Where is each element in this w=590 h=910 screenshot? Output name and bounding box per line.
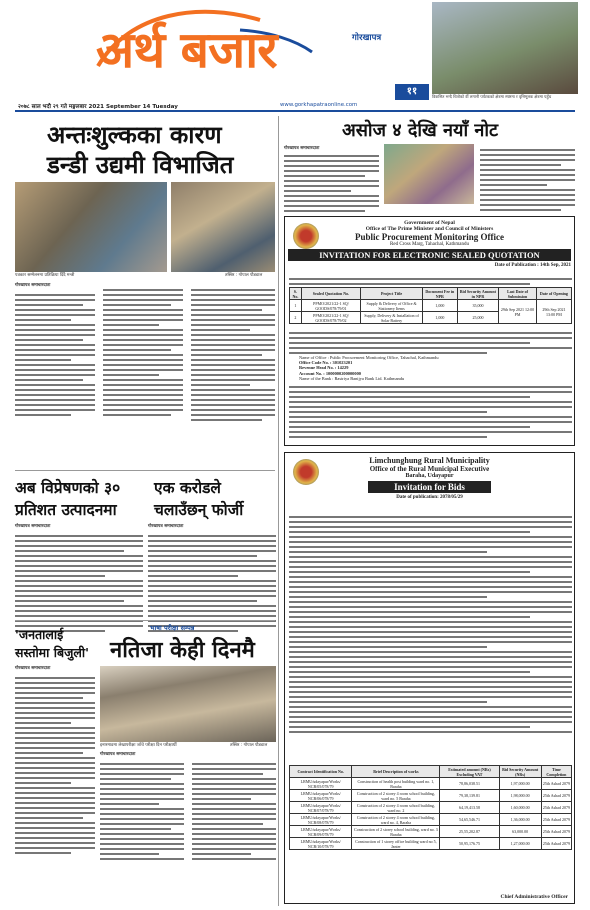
table-header: Bid Security Amount in NPR — [457, 288, 499, 300]
masthead-ad-text: विकसित भन्दै धितोको र्वी लगानी पर्यटकको क्षेत्रमा स्पष्टमा र वृत्तिमूलक क्षेत्रमा पहुँच — [432, 94, 552, 99]
headline: नतिजा केही दिनमै — [110, 638, 255, 663]
masthead-rule — [15, 110, 575, 112]
table-cell: 25th Ashad 2079 — [541, 838, 571, 850]
website[interactable]: www.gorkhapatraonline.com — [280, 102, 358, 108]
reporter-byline: गोरखापत्र समाचारदाता — [15, 283, 51, 288]
table-header: Contract Identification No. — [290, 766, 352, 778]
table-cell: LRMU/udayapur/Works/ NCB/06/078/79 — [290, 790, 352, 802]
notice-body-lines — [289, 383, 572, 441]
table-header: S. No. — [290, 288, 302, 300]
table-row — [290, 814, 572, 826]
table-row — [290, 790, 572, 802]
notice-pub-date: Date of Publication : 14th Sep, 2021 — [494, 263, 571, 268]
notice-body-lines — [289, 329, 572, 357]
notice-body-lines — [289, 513, 572, 736]
table-cell: PPMO/2021/22-1 SQ/ GOODS/078/79/01 — [301, 300, 360, 312]
reporter-byline: गोरखापत्र समाचारदाता — [284, 146, 320, 151]
notice-ppmo — [284, 216, 575, 446]
headline: प्रतिशत उत्पादनमा — [15, 501, 117, 519]
notice-title: INVITATION FOR ELECTRONIC SEALED QUOTATION — [288, 249, 571, 261]
body-text — [191, 286, 275, 424]
reporter-byline: गोरखापत्र समाचारदाता — [15, 524, 51, 529]
table-cell: 1,36,000.00 — [499, 814, 541, 826]
table-cell: LRMU/udayapur/Works/ NCB/08/078/79 — [290, 814, 352, 826]
headline: अब विप्रेषणको ३० — [15, 479, 121, 497]
article-new-notes — [284, 116, 575, 212]
table-cell: 29th Sep 2021 12:00 PM — [499, 300, 537, 324]
body-text — [103, 286, 183, 419]
photo-caption: इनारमाडमा लेखापरीक्षा जाँचे परीक्षा दिन परीक्षार्थी — [100, 743, 177, 748]
table-cell: Construction of 2 storey 4 room school building, ward no. 4, Baraha — [352, 814, 440, 826]
table-cell: 25th Ashad 2079 — [541, 802, 571, 814]
headline: असोज ४ देखि नयाँ नोट — [342, 120, 499, 141]
page-number: ११ — [395, 84, 429, 100]
bank-line: Account No. : 1000000200000000 — [299, 370, 361, 376]
table-cell: Construction of 2 storey 4 room school building, ward no. 5 Baraha — [352, 790, 440, 802]
table-cell: 35,000 — [457, 300, 499, 312]
notice-office: Office of the Rural Municipal Executive — [369, 465, 490, 473]
quotation-table — [289, 287, 572, 324]
headline: अन्तःशुल्कका कारण — [47, 121, 222, 149]
masthead-title: अर्थ बजार — [96, 21, 277, 79]
table-cell: 1,000 — [422, 312, 457, 324]
headline: 'जनतालाई — [15, 627, 64, 642]
table-header: Last Date of Submission — [499, 288, 537, 300]
masthead — [0, 0, 590, 112]
headline: चलाउँछन् फोर्जी — [154, 501, 244, 519]
photo-credit: तस्बिर : गोपाल पौड्याल — [225, 273, 263, 278]
table-cell: 50,95,176.75 — [440, 838, 499, 850]
table-cell: Supply & Delivery of Office & Stationery Items — [361, 300, 423, 312]
table-header: Project Title — [361, 288, 423, 300]
table-row — [290, 778, 572, 790]
table-cell: 25,000 — [457, 312, 499, 324]
table-row — [290, 300, 572, 312]
notice-place: Baraha, Udayapur — [405, 473, 454, 479]
news-photo — [15, 182, 167, 272]
signature-line: Chief Administrative Officer — [500, 894, 568, 900]
table-header: Brief Description of works — [352, 766, 440, 778]
photo-caption: पत्रकार सम्मेलनमा प्रतिक्रिया दिँदै मन्त्री — [15, 273, 75, 278]
reporter-byline: गोरखापत्र समाचारदाता — [100, 752, 136, 757]
table-cell: 25th Ashad 2079 — [541, 814, 571, 826]
table-cell: 25th Ashad 2079 — [541, 778, 571, 790]
table-cell: Construction of health post building ward no. 1, Baraha — [352, 778, 440, 790]
table-row — [290, 802, 572, 814]
table-cell: Construction of 2 storey 4 room school building, ward no. 2 — [352, 802, 440, 814]
notice-dept: Public Procurement Monitoring Office — [355, 232, 504, 242]
table-cell: 29th Sep 2021 13:00 PM — [536, 300, 571, 324]
banknote-image — [384, 144, 474, 204]
table-cell: 79,38,139.81 — [440, 790, 499, 802]
news-photo — [171, 182, 275, 272]
section-rule — [15, 620, 275, 621]
notice-address: Red Cross Marg, Tahachal, Kathmandu — [390, 242, 469, 247]
bank-line: Name of the Bank : Rastriya Banijya Bank Ltd. Kathmandu — [299, 375, 405, 381]
table-cell: 1,97,000.00 — [499, 778, 541, 790]
table-cell: 64,19,413.58 — [440, 802, 499, 814]
kicker: भाषा परीक्षा सम्पन्न — [150, 624, 195, 632]
notice-limchunghung — [284, 452, 575, 904]
table-cell: 78,86,038.51 — [440, 778, 499, 790]
table-header: Document Fee in NPR — [422, 288, 457, 300]
headline: डन्डी उद्यमी विभाजित — [47, 151, 234, 179]
table-cell: LRMU/udayapur/Works/ NCB/09/078/79 — [290, 826, 352, 838]
body-text — [15, 674, 95, 857]
table-cell: 54,65,546.71 — [440, 814, 499, 826]
bank-details — [299, 355, 569, 381]
notice-pub-date: Date of publication: 2078/05/29 — [396, 495, 463, 500]
photo-credit: तस्बिर : गोपाल पौड्याल — [230, 743, 268, 748]
table-cell: LRMU/udayapur/Works/ NCB/05/078/79 — [290, 778, 352, 790]
reporter-byline: गोरखापत्र समाचारदाता — [148, 524, 184, 529]
notice-title: Invitation for Bids — [368, 481, 491, 493]
table-header: Sealed Quotation No. — [301, 288, 360, 300]
table-cell: LRMU/udayapur/Works/ NCB/10/078/79 — [290, 838, 352, 850]
table-cell: 1 — [290, 300, 302, 312]
nepal-emblem-icon — [293, 223, 319, 249]
table-header: Time Completion — [541, 766, 571, 778]
masthead-subtitle: गोरखापत्र — [352, 33, 382, 43]
notice-municipality: Limchunghung Rural Municipality — [369, 456, 490, 465]
bank-line: Name of Office : Public Procurement Monitoring Office, Tahachal, Kathmandu — [299, 355, 439, 360]
masthead-ad-photo — [432, 2, 578, 94]
table-row — [290, 838, 572, 850]
table-cell: 1,27,000.00 — [499, 838, 541, 850]
masthead-logo — [90, 2, 382, 84]
table-cell: Construction of 2 storey school building, ward no. 3 Baraha — [352, 826, 440, 838]
section-rule — [15, 470, 275, 471]
bank-line: Office Code No. : 301023201 — [299, 360, 353, 366]
table-cell: 25,55,202.87 — [440, 826, 499, 838]
notice-office: Office of The Prime Minister and Council of Ministers — [365, 226, 494, 232]
notice-gov: Government of Nepal — [404, 220, 455, 226]
nepal-emblem-icon — [293, 459, 319, 485]
table-cell: 2 — [290, 312, 302, 324]
table-row — [290, 826, 572, 838]
table-cell: PPMO/2021/22-1 SQ/ GOODS/078/79/02 — [301, 312, 360, 324]
table-cell: 1,000 — [422, 300, 457, 312]
body-text — [192, 760, 276, 863]
headline: सस्तोमा बिजुली' — [15, 645, 89, 660]
table-cell: Construction of 1 storey office building ward no 5, Janter — [352, 838, 440, 850]
news-photo — [100, 666, 276, 742]
article-electricity — [15, 626, 95, 906]
body-text — [100, 760, 184, 863]
table-header: Estimated amount (NRs) Excluding VAT — [440, 766, 499, 778]
body-text — [480, 146, 575, 214]
table-cell: 63,000.00 — [499, 826, 541, 838]
table-header: Bid Security Amount (NRs) — [499, 766, 541, 778]
table-cell: 1,98,000.00 — [499, 790, 541, 802]
article-excise — [15, 116, 275, 466]
body-text — [284, 152, 379, 215]
reporter-byline: गोरखापत्र समाचारदाता — [15, 666, 51, 671]
table-cell: LRMU/udayapur/Works/ NCB/07/078/79 — [290, 802, 352, 814]
column-rule — [278, 116, 279, 906]
table-cell: 25th Ashad 2079 — [541, 826, 571, 838]
bank-line: Revenue Head No. : 14229 — [299, 365, 349, 371]
bids-table — [289, 765, 572, 850]
table-header: Date of Opening — [536, 288, 571, 300]
body-text — [15, 291, 95, 419]
headline: एक करोडले — [154, 479, 221, 497]
date-line: २०७८ साल भदौ २९ गते मङ्गलबार 2021 September 14 Tuesday — [18, 104, 178, 110]
article-results — [100, 626, 276, 906]
table-cell: 1,60,000.00 — [499, 802, 541, 814]
table-cell: Supply, Delivery & Installation of Solar Battery — [361, 312, 423, 324]
table-cell: 25th Ashad 2079 — [541, 790, 571, 802]
